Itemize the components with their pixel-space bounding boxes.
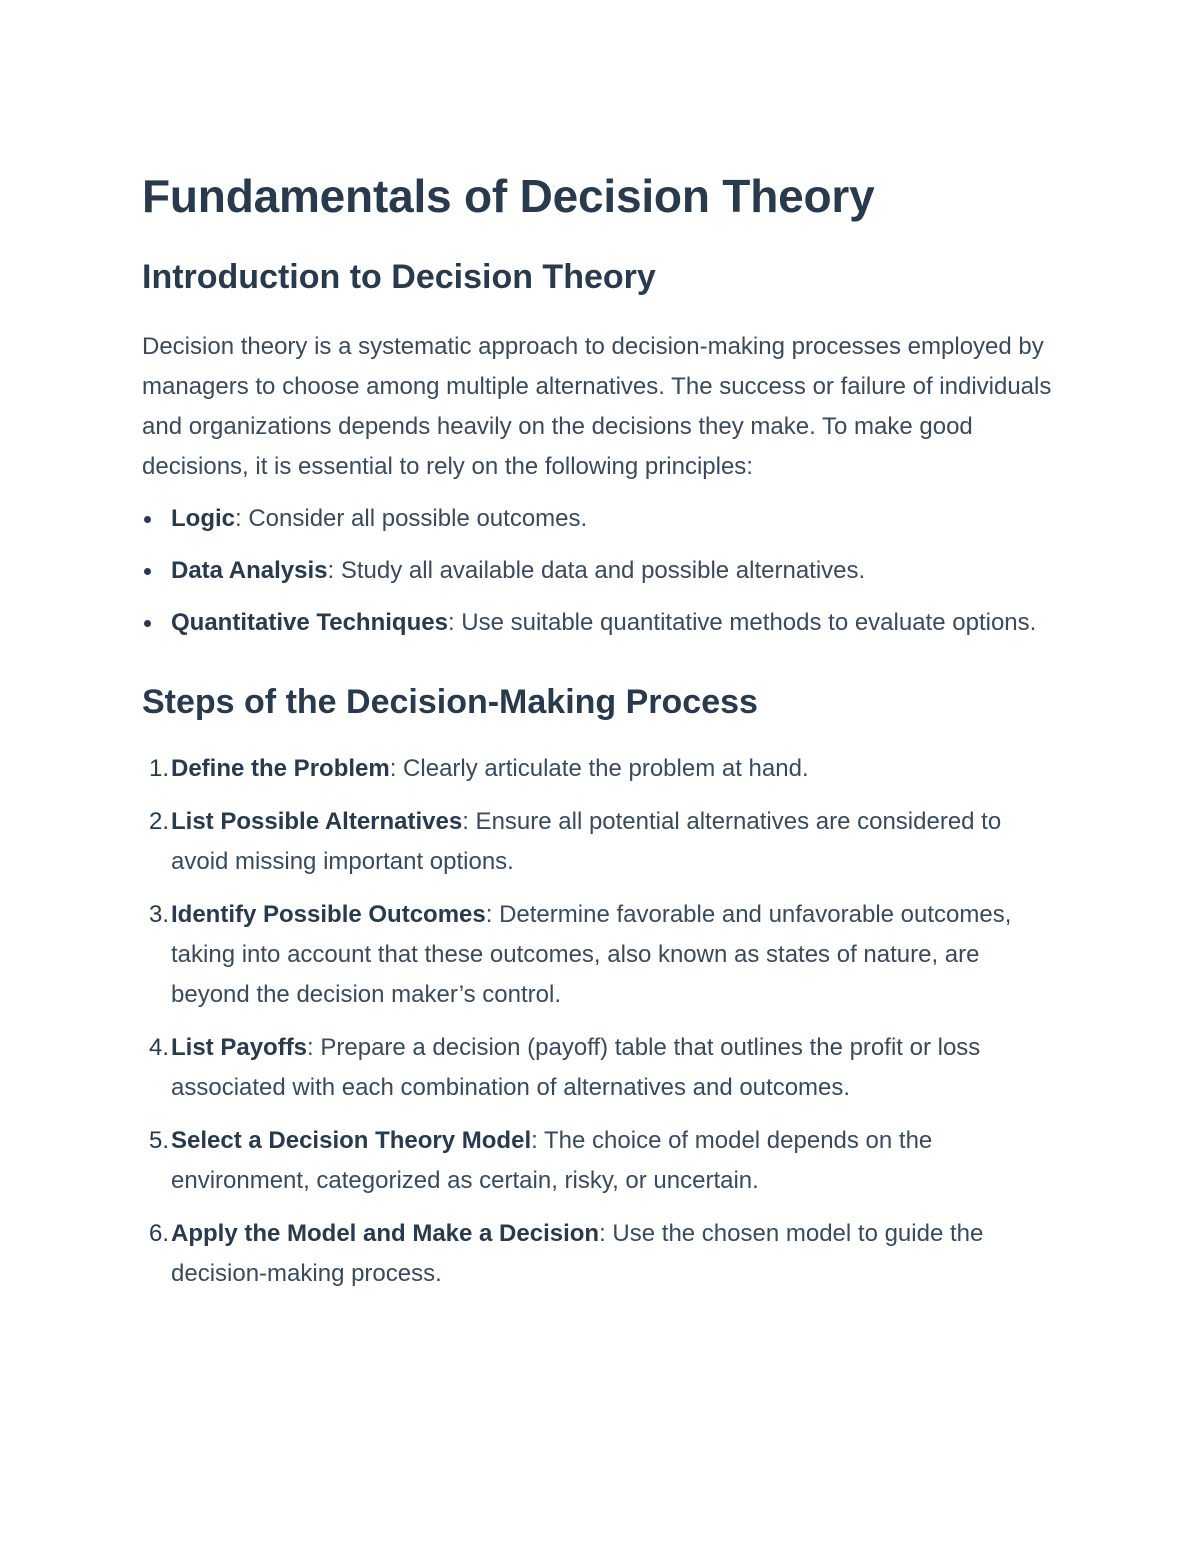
principle-term: Logic [171, 505, 235, 532]
step-text: : Clearly articulate the problem at hand. [389, 755, 809, 782]
principle-item [142, 551, 1062, 591]
intro-paragraph: Decision theory is a systematic approach to decision-making processes employed by managers to choose among multiple alternatives. The success or failure of individuals and organizations depends heavily on the decisions they make. To make good decisions, it is essential to rely on the following principles: [142, 333, 1052, 480]
bullet-icon [144, 516, 151, 523]
section-heading-steps: Steps of the Decision-Making Process [142, 683, 758, 721]
principle-item [142, 603, 1062, 643]
step-item [142, 1214, 1062, 1294]
step-text: : Ensure all potential alternatives are considered to avoid missing important options. [171, 808, 1002, 875]
step-number: 6. [148, 1220, 169, 1247]
step-item [142, 749, 1062, 789]
step-text: : Use the chosen model to guide the decision-making process. [171, 1220, 984, 1287]
step-number: 3. [148, 901, 169, 928]
section-heading-introduction: Introduction to Decision Theory [142, 258, 656, 296]
principle-item [142, 499, 1062, 539]
principle-text: : Consider all possible outcomes. [235, 505, 588, 532]
principle-term: Data Analysis [171, 557, 328, 584]
principle-term: Quantitative Techniques [171, 609, 448, 636]
step-term: List Possible Alternatives [171, 808, 463, 835]
page-title: Fundamentals of Decision Theory [142, 170, 875, 222]
step-text: : Prepare a decision (payoff) table that outlines the profit or loss associated with each combination of alternatives and outcomes. [171, 1034, 981, 1101]
document-page [142, 168, 1062, 1307]
step-item [142, 1028, 1062, 1108]
step-term: Select a Decision Theory Model [171, 1127, 532, 1154]
bullet-icon [144, 568, 151, 575]
step-term: Define the Problem [171, 755, 390, 782]
step-term: Identify Possible Outcomes [171, 901, 486, 928]
step-number: 5. [148, 1127, 169, 1154]
step-item [142, 895, 1062, 1015]
bullet-icon [144, 620, 151, 627]
principles-list [142, 499, 1062, 643]
steps-list [142, 749, 1062, 1294]
step-item [142, 1121, 1062, 1201]
step-number: 2. [148, 808, 169, 835]
step-number: 4. [148, 1034, 169, 1061]
principle-text: : Study all available data and possible alternatives. [327, 557, 866, 584]
step-number: 1. [148, 755, 169, 782]
step-text: : Determine favorable and unfavorable outcomes, taking into account that these outcomes, also known as states of nature, are beyond the decision maker’s control. [171, 901, 1012, 1008]
step-item [142, 802, 1062, 882]
step-term: List Payoffs [171, 1034, 308, 1061]
principle-text: : Use suitable quantitative methods to evaluate options. [447, 609, 1037, 636]
step-term: Apply the Model and Make a Decision [171, 1220, 600, 1247]
step-text: : The choice of model depends on the environment, categorized as certain, risky, or uncertain. [171, 1127, 933, 1194]
